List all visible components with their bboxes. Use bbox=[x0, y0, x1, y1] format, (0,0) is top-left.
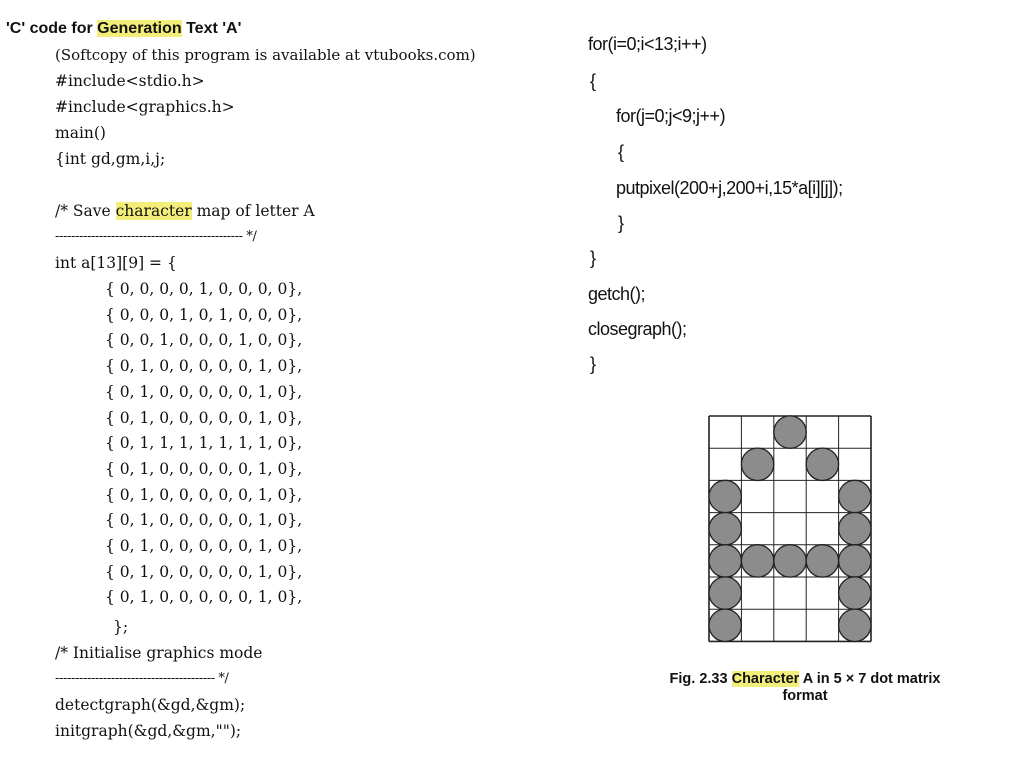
array-row: { 0, 1, 1, 1, 1, 1, 1, 1, 0}, bbox=[105, 434, 303, 453]
code-putpixel: putpixel(200+j,200+i,15*a[i][j]); bbox=[616, 178, 843, 198]
array-row: { 0, 0, 1, 0, 0, 0, 1, 0, 0}, bbox=[105, 331, 303, 350]
matrix-dot bbox=[709, 513, 741, 545]
figure-caption bbox=[620, 671, 990, 705]
softcopy-note: (Softcopy of this program is available at vtubooks.com) bbox=[55, 46, 476, 64]
caption-line2: format bbox=[782, 688, 828, 704]
matrix-dot bbox=[774, 545, 806, 577]
code-initgraph: initgraph(&gd,&gm,""); bbox=[55, 722, 242, 740]
code-closegraph: closegraph(); bbox=[588, 319, 687, 339]
code-brace-open-outer: { bbox=[590, 71, 596, 91]
array-row: { 0, 1, 0, 0, 0, 0, 0, 1, 0}, bbox=[105, 537, 303, 555]
matrix-dot bbox=[741, 545, 773, 577]
array-row: { 0, 1, 0, 0, 0, 0, 0, 1, 0}, bbox=[105, 485, 303, 504]
code-comment-init-end: ---------------------------------------- */ bbox=[55, 671, 229, 686]
code-getch: getch(); bbox=[588, 284, 646, 304]
code-brace-close-main: } bbox=[590, 354, 596, 374]
array-row: { 0, 1, 0, 0, 0, 0, 0, 1, 0}, bbox=[105, 562, 303, 581]
code-main: main() bbox=[55, 124, 106, 142]
code-include-stdio: #include<stdio.h> bbox=[55, 72, 205, 90]
section-heading bbox=[6, 20, 241, 38]
matrix-dot bbox=[709, 480, 741, 512]
code-comment-save-end: ----------------------------------------------- */ bbox=[55, 229, 257, 244]
code-brace-close-inner: } bbox=[618, 213, 624, 233]
array-row: { 0, 1, 0, 0, 0, 0, 0, 1, 0}, bbox=[105, 408, 303, 427]
code-comment-save bbox=[55, 198, 315, 224]
code-array-close: }; bbox=[113, 618, 129, 636]
matrix-dot bbox=[709, 609, 741, 641]
matrix-dot bbox=[839, 545, 871, 577]
code-comment-init: /* Initialise graphics mode bbox=[55, 644, 263, 662]
array-row: { 0, 1, 0, 0, 0, 0, 0, 1, 0}, bbox=[105, 459, 303, 478]
array-row: { 0, 1, 0, 0, 0, 0, 0, 1, 0}, bbox=[105, 382, 303, 401]
code-array-decl: int a[13][9] = { bbox=[55, 254, 177, 272]
comment-save-highlight: character bbox=[115, 202, 192, 220]
comment-save-suffix: map of letter A bbox=[191, 202, 315, 220]
code-brace-close-outer: } bbox=[590, 248, 596, 268]
caption-prefix: Fig. 2.33 bbox=[669, 671, 732, 687]
array-row: { 0, 0, 0, 0, 1, 0, 0, 0, 0}, bbox=[105, 280, 303, 298]
code-for-i: for(i=0;i<13;i++) bbox=[588, 34, 707, 54]
matrix-dot bbox=[741, 448, 773, 480]
heading-highlight: Generation bbox=[97, 20, 182, 37]
array-row: { 0, 1, 0, 0, 0, 0, 0, 1, 0}, bbox=[105, 588, 303, 607]
matrix-dot bbox=[839, 480, 871, 512]
code-for-j: for(j=0;j<9;j++) bbox=[616, 106, 726, 126]
code-detectgraph: detectgraph(&gd,&gm); bbox=[55, 696, 246, 714]
matrix-dot bbox=[839, 609, 871, 641]
heading-suffix: Text 'A' bbox=[181, 20, 242, 37]
array-row: { 0, 1, 0, 0, 0, 0, 0, 1, 0}, bbox=[105, 357, 303, 376]
code-declaration: {int gd,gm,i,j; bbox=[55, 150, 166, 168]
comment-save-prefix: /* Save bbox=[55, 202, 116, 220]
code-brace-open-inner: { bbox=[618, 142, 624, 162]
matrix-dot bbox=[806, 545, 838, 577]
matrix-dot bbox=[806, 448, 838, 480]
matrix-dot bbox=[709, 577, 741, 609]
heading-prefix: 'C' code for bbox=[6, 20, 98, 37]
matrix-dot bbox=[709, 545, 741, 577]
caption-highlight: Character bbox=[731, 671, 800, 687]
dot-matrix-figure bbox=[708, 415, 872, 643]
matrix-dot bbox=[774, 416, 806, 448]
matrix-dot bbox=[839, 513, 871, 545]
matrix-dot bbox=[839, 577, 871, 609]
array-row: { 0, 1, 0, 0, 0, 0, 0, 1, 0}, bbox=[105, 511, 303, 530]
array-row: { 0, 0, 0, 1, 0, 1, 0, 0, 0}, bbox=[105, 305, 303, 324]
caption-suffix: A in 5 × 7 dot matrix bbox=[799, 671, 941, 687]
code-include-graphics: #include<graphics.h> bbox=[55, 98, 235, 116]
